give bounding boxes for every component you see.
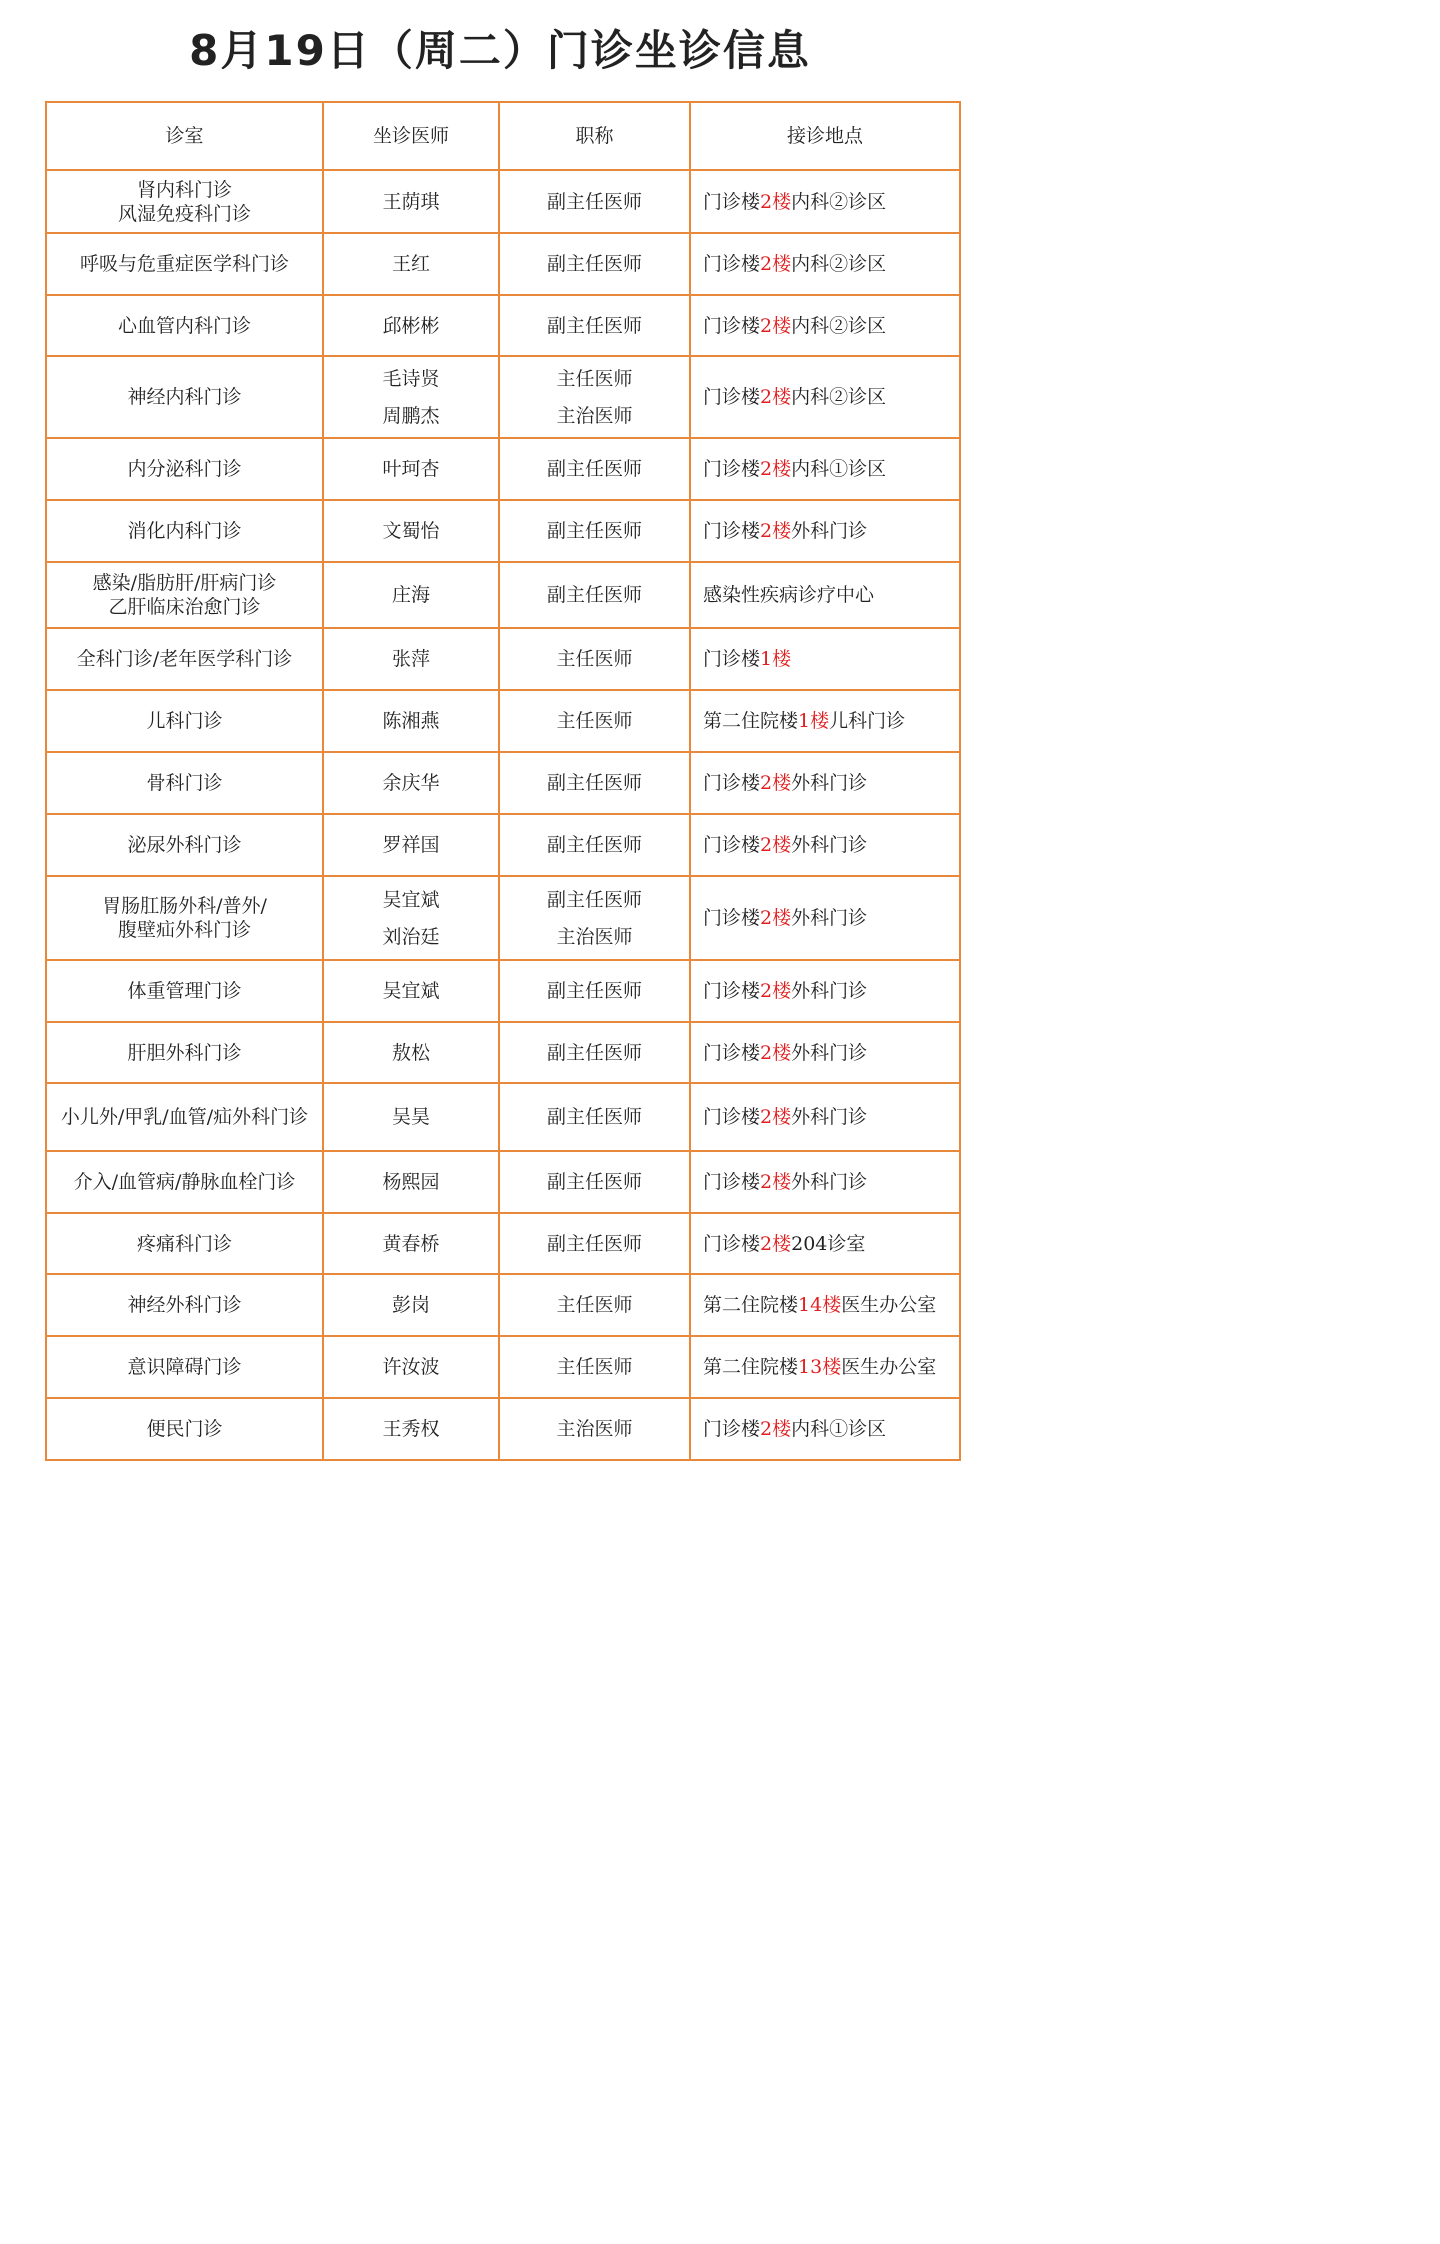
- table-row: [46, 438, 960, 500]
- doctor-name-line: 敖松: [391, 1041, 430, 1064]
- doctor-title-line: 主任医师: [556, 710, 633, 732]
- clinic-name: [46, 1083, 323, 1151]
- table-header-row: [46, 102, 960, 170]
- location-building: 门诊楼: [703, 253, 761, 275]
- location-floor: 2楼: [760, 253, 792, 275]
- doctor-name-line: 陈湘燕: [382, 710, 440, 732]
- clinic-name: [46, 438, 323, 500]
- location-floor: 2楼: [760, 1171, 792, 1193]
- clinic-name-line: 肾内科门诊: [136, 178, 232, 201]
- location-floor: 2楼: [760, 458, 792, 480]
- doctor-title: [499, 500, 690, 562]
- clinic-name: [46, 170, 323, 233]
- location: [690, 1336, 960, 1398]
- clinic-name-line: 疼痛科门诊: [136, 1232, 232, 1255]
- clinic-name: [46, 690, 323, 752]
- doctor-name: [323, 628, 499, 690]
- location: [690, 876, 960, 960]
- doctor-title: [499, 1398, 690, 1460]
- location: [690, 562, 960, 628]
- doctor-title: [499, 1151, 690, 1213]
- location: [690, 1022, 960, 1083]
- doctor-name: [323, 1398, 499, 1460]
- location-area: 医生办公室: [841, 1294, 937, 1316]
- doctor-name-line: 刘治廷: [382, 925, 440, 948]
- doctor-name-line: 毛诗贤: [382, 367, 440, 390]
- doctor-title: [499, 628, 690, 690]
- location-floor: 2楼: [760, 190, 792, 213]
- doctor-name: [323, 1151, 499, 1213]
- clinic-name-line: 神经内科门诊: [127, 386, 242, 408]
- location-area: 外科门诊: [791, 1041, 868, 1064]
- clinic-name: [46, 1151, 323, 1213]
- table-row: [46, 1022, 960, 1083]
- doctor-title-line: 副主任医师: [546, 1106, 642, 1128]
- header-doctor: 坐诊医师: [323, 102, 499, 170]
- doctor-title: [499, 814, 690, 876]
- doctor-title-line: 副主任医师: [546, 1232, 642, 1255]
- table-row: [46, 752, 960, 814]
- header-location: 接诊地点: [690, 102, 960, 170]
- clinic-name: [46, 356, 323, 438]
- doctor-name-line: 许汝波: [382, 1356, 440, 1378]
- clinic-name: [46, 562, 323, 628]
- doctor-name-line: 吴宜斌: [382, 980, 440, 1002]
- clinic-name: [46, 233, 323, 295]
- doctor-name-line: 吴昊: [391, 1106, 430, 1128]
- location: [690, 814, 960, 876]
- doctor-name: [323, 1274, 499, 1336]
- doctor-name-line: 余庆华: [382, 772, 440, 794]
- location: [690, 690, 960, 752]
- table-row: [46, 814, 960, 876]
- doctor-title: [499, 1083, 690, 1151]
- doctor-title: [499, 876, 690, 960]
- doctor-title: [499, 233, 690, 295]
- doctor-name-line: 邱彬彬: [382, 314, 440, 337]
- doctor-name: [323, 562, 499, 628]
- clinic-name: [46, 1022, 323, 1083]
- table-row: [46, 960, 960, 1022]
- doctor-name: [323, 295, 499, 356]
- clinic-name-line: 消化内科门诊: [127, 520, 242, 542]
- location-floor: 2楼: [760, 386, 792, 408]
- table-row: [46, 500, 960, 562]
- doctor-name: [323, 356, 499, 438]
- location-building: 感染性疾病诊疗中心: [703, 584, 875, 606]
- location-building: 门诊楼: [703, 772, 761, 794]
- location-area: 医生办公室: [841, 1356, 937, 1378]
- doctor-title-line: 副主任医师: [546, 888, 642, 911]
- location-area: 内科①诊区: [791, 458, 887, 480]
- doctor-title: [499, 170, 690, 233]
- location-floor: 2楼: [760, 772, 792, 794]
- doctor-name-line: 杨熙园: [382, 1171, 440, 1193]
- doctor-name: [323, 1022, 499, 1083]
- clinic-name-line: 介入/血管病/静脉血栓门诊: [73, 1171, 296, 1193]
- table-row: [46, 295, 960, 356]
- clinic-name-line: 体重管理门诊: [127, 980, 242, 1002]
- location: [690, 752, 960, 814]
- doctor-title: [499, 960, 690, 1022]
- location: [690, 500, 960, 562]
- doctor-title-line: 主治医师: [556, 925, 633, 948]
- clinic-name-line: 小儿外/甲乳/血管/疝外科门诊: [60, 1106, 309, 1128]
- location-floor: 2楼: [760, 520, 792, 542]
- doctor-name: [323, 960, 499, 1022]
- location-area: 儿科门诊: [829, 710, 906, 732]
- location-area: 外科门诊: [791, 1171, 868, 1193]
- location-area: 外科门诊: [791, 980, 868, 1002]
- clinic-name-line: 乙肝临床治愈门诊: [108, 596, 261, 618]
- doctor-title-line: 副主任医师: [546, 253, 642, 275]
- location-building: 门诊楼: [703, 520, 761, 542]
- location-area: 204诊室: [791, 1232, 866, 1255]
- table-row: [46, 690, 960, 752]
- doctor-title: [499, 1213, 690, 1274]
- location-building: 门诊楼: [703, 458, 761, 480]
- location-building: 第二住院楼: [703, 1356, 799, 1378]
- table-row: [46, 1213, 960, 1274]
- doctor-name: [323, 1083, 499, 1151]
- location-building: 门诊楼: [703, 1171, 761, 1193]
- doctor-name-line: 王红: [391, 253, 430, 275]
- location-floor: 2楼: [760, 980, 792, 1002]
- table-row: [46, 356, 960, 438]
- doctor-name-line: 叶珂杏: [382, 458, 440, 480]
- location: [690, 1213, 960, 1274]
- doctor-name-line: 周鹏杰: [382, 404, 440, 427]
- doctor-title: [499, 356, 690, 438]
- doctor-name-line: 张萍: [391, 648, 430, 670]
- doctor-title-line: 主任医师: [556, 1294, 633, 1316]
- table-row: [46, 170, 960, 233]
- clinic-name: [46, 1398, 323, 1460]
- doctor-title: [499, 690, 690, 752]
- clinic-name-line: 肝胆外科门诊: [127, 1041, 242, 1064]
- page-title: 8月19日（周二）门诊坐诊信息: [189, 26, 811, 75]
- clinic-name-line: 心血管内科门诊: [117, 314, 251, 337]
- doctor-title-line: 副主任医师: [546, 772, 642, 794]
- header-title: 职称: [499, 102, 690, 170]
- doctor-title-line: 副主任医师: [546, 520, 642, 542]
- location-floor: 2楼: [760, 1232, 792, 1255]
- location: [690, 1083, 960, 1151]
- doctor-title-line: 副主任医师: [546, 584, 642, 606]
- doctor-title-line: 副主任医师: [546, 458, 642, 480]
- doctor-title: [499, 1022, 690, 1083]
- location-floor: 1楼: [798, 710, 830, 732]
- table-row: [46, 1398, 960, 1460]
- location-building: 门诊楼: [703, 648, 761, 670]
- location: [690, 170, 960, 233]
- location-area: 外科门诊: [791, 1106, 868, 1128]
- clinic-name: [46, 295, 323, 356]
- doctor-title-line: 副主任医师: [546, 314, 642, 337]
- doctor-title-line: 主任医师: [556, 1356, 633, 1378]
- doctor-name: [323, 876, 499, 960]
- table-row: [46, 1274, 960, 1336]
- clinic-name-line: 骨科门诊: [146, 772, 223, 794]
- doctor-name-line: 黄春桥: [382, 1232, 440, 1255]
- location: [690, 233, 960, 295]
- doctor-name: [323, 438, 499, 500]
- location-area: 内科②诊区: [791, 314, 887, 337]
- doctor-title-line: 副主任医师: [546, 834, 642, 856]
- doctor-name: [323, 690, 499, 752]
- clinic-name: [46, 960, 323, 1022]
- location: [690, 1274, 960, 1336]
- location-building: 门诊楼: [703, 190, 761, 213]
- location-building: 门诊楼: [703, 834, 761, 856]
- doctor-name-line: 庄海: [391, 584, 430, 606]
- doctor-title-line: 副主任医师: [546, 1171, 642, 1193]
- location-floor: 1楼: [760, 648, 792, 670]
- clinic-name: [46, 1213, 323, 1274]
- doctor-title: [499, 752, 690, 814]
- location-floor: 14楼: [798, 1294, 842, 1316]
- location-floor: 2楼: [760, 834, 792, 856]
- location-building: 门诊楼: [703, 907, 761, 929]
- clinic-name: [46, 500, 323, 562]
- doctor-title: [499, 1336, 690, 1398]
- table-row: [46, 1083, 960, 1151]
- doctor-name: [323, 500, 499, 562]
- clinic-name-line: 泌尿外科门诊: [127, 834, 242, 856]
- doctor-title: [499, 295, 690, 356]
- doctor-name: [323, 1336, 499, 1398]
- header-clinic: 诊室: [46, 102, 323, 170]
- doctor-name-line: 彭岗: [391, 1294, 430, 1316]
- location: [690, 1151, 960, 1213]
- location-building: 门诊楼: [703, 386, 761, 408]
- table-row: [46, 876, 960, 960]
- clinic-name-line: 风湿免疫科门诊: [117, 202, 251, 225]
- doctor-title: [499, 562, 690, 628]
- location: [690, 1398, 960, 1460]
- doctor-title-line: 副主任医师: [546, 190, 642, 213]
- clinic-name: [46, 1274, 323, 1336]
- doctor-title-line: 副主任医师: [546, 1041, 642, 1064]
- location-floor: 2楼: [760, 907, 792, 929]
- location-building: 第二住院楼: [703, 710, 799, 732]
- location: [690, 960, 960, 1022]
- clinic-name-line: 便民门诊: [146, 1418, 223, 1440]
- table-body: [46, 170, 960, 1460]
- table-row: [46, 1336, 960, 1398]
- location-building: 门诊楼: [703, 1232, 761, 1255]
- doctor-name: [323, 752, 499, 814]
- doctor-title-line: 主治医师: [556, 404, 633, 427]
- location-building: 门诊楼: [703, 1418, 761, 1440]
- location-area: 外科门诊: [791, 907, 868, 929]
- clinic-name: [46, 814, 323, 876]
- location: [690, 295, 960, 356]
- doctor-name-line: 文蜀怡: [382, 520, 440, 542]
- location-area: 外科门诊: [791, 834, 868, 856]
- location-building: 第二住院楼: [703, 1294, 799, 1316]
- clinic-schedule-table: [45, 101, 961, 1461]
- location-building: 门诊楼: [703, 314, 761, 337]
- doctor-name: [323, 170, 499, 233]
- doctor-title-line: 副主任医师: [546, 980, 642, 1002]
- clinic-name-line: 儿科门诊: [146, 710, 223, 732]
- clinic-name: [46, 1336, 323, 1398]
- location-floor: 2楼: [760, 1106, 792, 1128]
- location-floor: 2楼: [760, 314, 792, 337]
- table-row: [46, 628, 960, 690]
- clinic-name-line: 全科门诊/老年医学科门诊: [76, 648, 293, 670]
- clinic-name-line: 腹壁疝外科门诊: [117, 919, 251, 941]
- doctor-title-line: 主任医师: [556, 367, 633, 390]
- location-building: 门诊楼: [703, 1106, 761, 1128]
- location-area: 内科②诊区: [791, 253, 887, 275]
- location-building: 门诊楼: [703, 980, 761, 1002]
- location-area: 内科②诊区: [791, 190, 887, 213]
- table-row: [46, 1151, 960, 1213]
- location-area: 外科门诊: [791, 772, 868, 794]
- doctor-title-line: 主治医师: [556, 1418, 633, 1440]
- location: [690, 356, 960, 438]
- doctor-title: [499, 438, 690, 500]
- clinic-name-line: 感染/脂肪肝/肝病门诊: [92, 572, 277, 594]
- location-building: 门诊楼: [703, 1041, 761, 1064]
- doctor-name-line: 王秀权: [382, 1418, 440, 1440]
- clinic-name: [46, 752, 323, 814]
- doctor-name-line: 吴宜斌: [382, 888, 440, 911]
- clinic-name-line: 意识障碍门诊: [127, 1356, 242, 1378]
- table-row: [46, 562, 960, 628]
- doctor-name: [323, 233, 499, 295]
- clinic-name-line: 胃肠肛肠外科/普外/: [102, 895, 267, 917]
- clinic-name-line: 神经外科门诊: [127, 1294, 242, 1316]
- clinic-name-line: 呼吸与危重症医学科门诊: [79, 253, 289, 275]
- location-area: 内科②诊区: [791, 386, 887, 408]
- location: [690, 628, 960, 690]
- doctor-title-line: 主任医师: [556, 648, 633, 670]
- location: [690, 438, 960, 500]
- doctor-name-line: 王荫琪: [382, 190, 440, 213]
- location-floor: 13楼: [798, 1356, 842, 1378]
- doctor-title: [499, 1274, 690, 1336]
- location-area: 外科门诊: [791, 520, 868, 542]
- clinic-name: [46, 628, 323, 690]
- location-floor: 2楼: [760, 1041, 792, 1064]
- clinic-name: [46, 876, 323, 960]
- table-row: [46, 233, 960, 295]
- doctor-name-line: 罗祥国: [382, 834, 440, 856]
- doctor-name: [323, 814, 499, 876]
- doctor-name: [323, 1213, 499, 1274]
- location-floor: 2楼: [760, 1418, 792, 1440]
- location-area: 内科①诊区: [791, 1418, 887, 1440]
- clinic-name-line: 内分泌科门诊: [127, 458, 242, 480]
